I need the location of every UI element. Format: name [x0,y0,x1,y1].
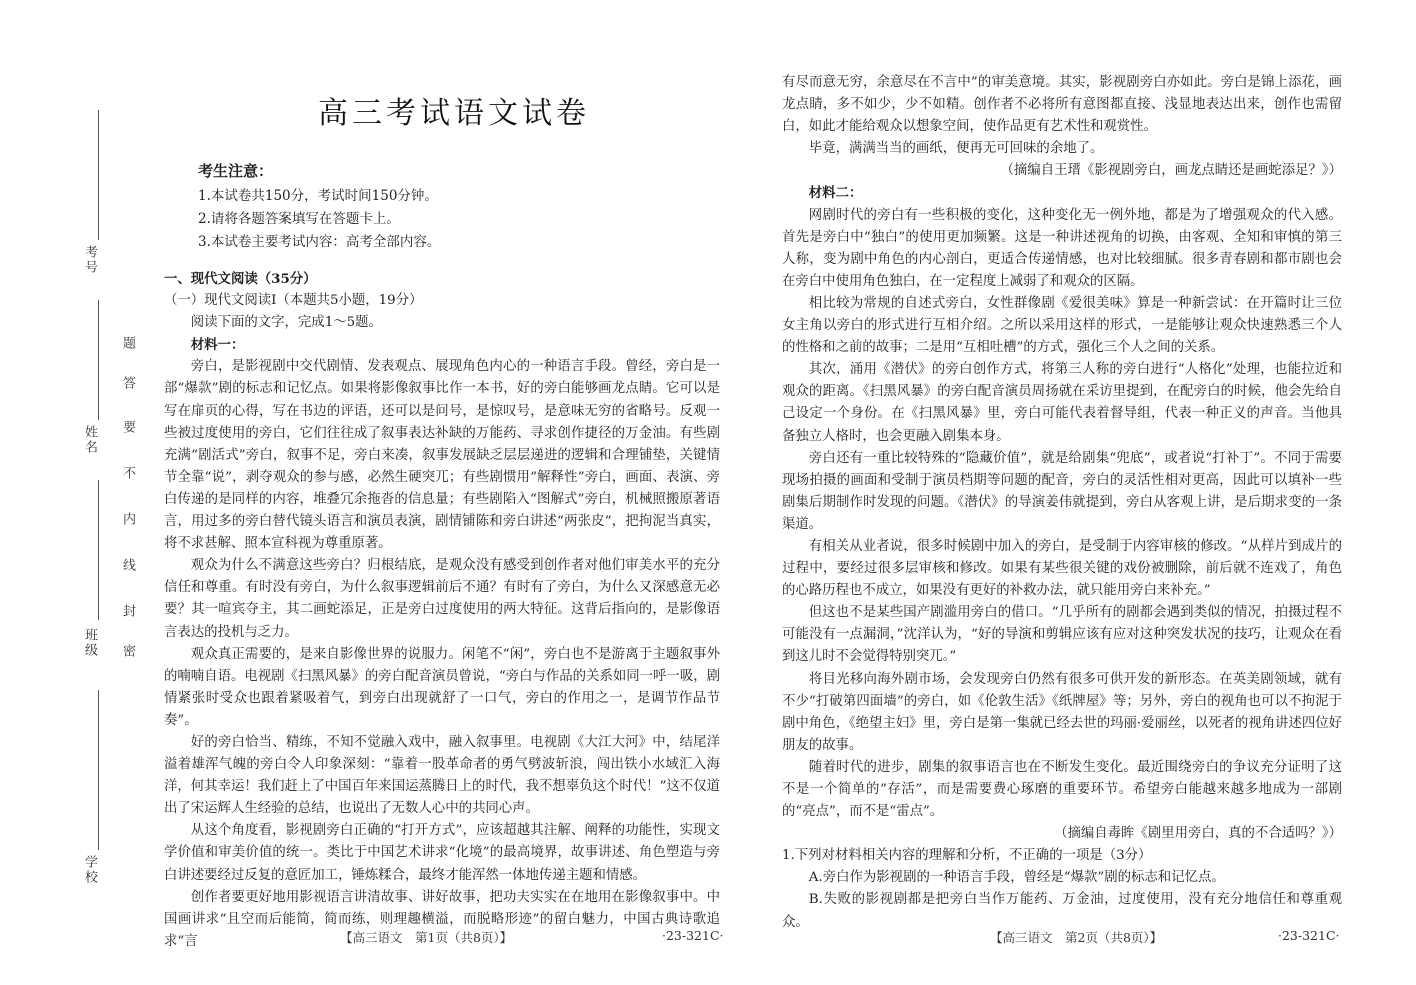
instruction: 阅读下面的文字，完成1～5题。 [190,315,382,331]
paragraph: 旁白，是影视剧中交代剧情、发表观点、展现角色内心的一种语言手段。曾经，旁白是一部“爆款”剧的标志和记忆点。如果将影像叙事比作一本书，好的旁白能够画龙点睛。它可以是写在扉页的心得，写在书边的评语，还可以是问号，是惊叹号，是意味无穷的省略号。反观一些被过度使用的旁白，它们往往成了叙事表达补缺的万能药、寻求创作捷径的万金油。有些剧充满“剧活式”旁白，叙事不足，旁白来凑，叙事发展缺乏层层递进的逻辑和合理铺垫，关键情节全靠“说”，剥夺观众的参与感，必然生硬突兀；有些剧惯用“解释性”旁白，画面、表演、旁白传递的是同样的内容，堆叠冗余拖沓的信息量；有些剧陷入“图解式”旁白，机械照搬原著语言，用过多的旁白替代镜头语言和演员表演，剧情铺陈和旁白讲述“两张皮”，把拘泥当真实，将不求甚解、照本宣科视为尊重原著。 [164,359,720,552]
exam-number-line[interactable] [98,110,99,240]
paragraph: 将目光移向海外剧市场，会发现旁白仍然有很多可供开发的新形态。在英美剧领域，就有不少“打破第四面墙”的旁白，如《伦敦生活》《纸牌屋》等；另外，旁白的视角也可以不拘泥于剧中角色，《绝望主妇》里，旁白是第一集就已经去世的玛丽·爱丽丝，以死者的视角讲述四位好朋友的故事。 [782,671,1342,753]
paragraph: 旁白还有一重比较特殊的“隐藏价值”，就是给剧集“兜底”，或者说“打补丁”。不同于需要现场拍摄的画面和受制于演员档期等问题的配音，旁白的灵活性相对更高，因此可以填补一些剧集后期制作时发现的问题。《潜伏》的导演姜伟就提到，旁白从客观上讲，是后期求变的一条渠道。 [782,450,1342,532]
exam-page-2 [780,0,1355,985]
page-footer-right: ·23-321C· [662,928,724,943]
question-1-option-b: B.失败的影视剧都是把旁白当作万能药、万金油，过度使用，没有充分地信任和尊重观众。 [782,892,1342,930]
name-label: 姓名 [82,425,97,455]
page2-body [782,72,1342,934]
exam-page-1 [150,0,730,985]
paragraph: 但这也不是某些国产剧滥用旁白的借口。“几乎所有的剧都会遇到类似的情况，拍摄过程不可能没有一点漏洞，”沈洋认为，“好的导演和剪辑应该有应对这种突发状况的技巧，让观众在看到这儿时不会觉得特别突兀。” [782,605,1342,665]
page-footer-left: 【高三语文 第1页（共8页）】 [340,930,513,945]
seal-char: 线 [120,558,135,571]
section-heading: 一、现代文阅读（35分） [164,271,317,287]
paragraph: 有尽而意无穷，余意尽在不言中”的审美意境。其实，影视剧旁白亦如此。旁白是锦上添花，画龙点睛，多不如少，少不如精。创作者不必将所有意图都直接、浅显地表达出来，创作也需留白，如此才能给观众以想象空间，使作品更有艺术性和观赏性。 [782,75,1342,135]
page1-body [164,268,720,953]
paragraph: 其次，涌用《潜伏》的旁白创作方式，将第三人称的旁白进行“人格化”处理，也能拉近和观众的距离。《扫黑风暴》的旁白配音演员周扬就在采访里提到，在配旁白的时候，他会先给自己设定一个身份。在《扫黑风暴》里，旁白可能代表着督导组，代表一种正义的声音。当他具备独立人格时，也会更融入剧集本身。 [782,362,1342,444]
source-citation: （摘编自王瑨《影视剧旁白，画龙点睛还是画蛇添足？》） [1000,163,1342,179]
seal-char: 答 [120,376,135,389]
binding-margin [0,0,150,985]
seal-char: 不 [120,466,135,479]
notice-item: 2.请将各题答案填写在答题卡上。 [198,211,400,227]
notice-item: 3.本试卷主要考试内容：高考全部内容。 [198,234,441,250]
seal-char: 内 [120,512,135,525]
notice-title: 考生注意： [198,162,274,180]
paragraph: 毕竟，满满当当的画纸，便再无可回味的余地了。 [808,141,1104,157]
class-label: 班级 [82,628,97,658]
seal-char: 封 [120,604,135,617]
paragraph: 有相关从业者说，很多时候剧中加入的旁白，是受制于内容审核的修改。“从样片到成片的过程中，要经过很多层审核和修改。如果有某些很关键的戏份被删除，前后就不连戏了，角色的心路历程也不成立，如果没有更好的补救办法，就只能用旁白来补充。” [782,538,1342,599]
class-line[interactable] [98,480,99,620]
exam-number-label: 考号 [82,245,97,275]
paragraph: 网剧时代的旁白有一些积极的变化，这种变化无一例外地，都是为了增强观众的代入感。首先是旁白中“独白”的使用更加频繁。这是一种讲述视角的切换，由客观、全知和审慎的第三人称，变为剧中角色的内心剖白，更适合传递情感，也对比较细腻。很多青春剧和都市剧也会在旁白中使用角色独白，在一定程度上减弱了和观众的区隔。 [782,207,1342,289]
school-line[interactable] [98,690,99,850]
page-footer-right: ·23-321C· [1278,928,1340,943]
seal-char: 密 [120,644,135,657]
exam-title: 高三考试语文试卷 [318,96,590,131]
material-1-label: 材料一： [190,337,245,354]
source-citation: （摘编自毒眸《剧里用旁白，真的不合适吗？》） [1054,826,1342,842]
school-label: 学校 [82,855,97,885]
paragraph: 观众真正需要的，是来自影像世界的说服力。闲笔不“闲”，旁白也不是游离于主题叙事外的喃喃自语。电视剧《扫黑风暴》的旁白配音演员曾说，“旁白与作品的关系如同一呼一吸，剧情紧张时受众也跟着紧吸着气，到旁白出现就舒了一口气，旁白的作用之一，是调节作品节奏”。 [164,646,720,728]
seal-char: 题 [120,336,135,349]
paragraph: 创作者要更好地用影视语言讲清故事、讲好故事，把功夫实实在在地用在影像叙事中。中国画讲求“且空而后能简，简而练，则理趣横溢，而脱略形迹”的留白魅力，中国古典诗歌追求“言 [164,889,720,949]
name-line[interactable] [98,300,99,420]
paragraph: 观众为什么不满意这些旁白？归根结底，是观众没有感受到创作者对他们审美水平的充分信任和尊重。有时没有旁白，为什么叙事逻辑前后不通？有时有了旁白，为什么又深感意无必要？其一喧宾夺主，其二画蛇添足，正是旁白过度使用的两大特征。这背后指向的，是影像语言表达的投机与乏力。 [164,558,720,640]
subsection-heading: （一）现代文阅读Ⅰ（本题共5小题，19分） [164,293,423,309]
question-1: 1.下列对材料相关内容的理解和分析，不正确的一项是（3分） [782,848,1152,864]
paragraph: 从这个角度看，影视剧旁白正确的“打开方式”，应该超越其注解、阐释的功能性，实现文学价值和审美价值的统一。类比于中国艺术讲求“化境”的最高境界，故事讲述、角色塑造与旁白讲述要经过反复的意匠加工，锤炼糅合，最终才能浑然一体地传递主题和情感。 [164,823,720,883]
question-1-option-a: A.旁白作为影视剧的一种语言手段，曾经是“爆款”剧的标志和记忆点。 [808,870,1225,886]
material-2-label: 材料二： [808,185,863,202]
paragraph: 好的旁白恰当、精练，不知不觉融入戏中，融入叙事里。电视剧《大江大河》中，结尾洋溢着雄浑气魄的旁白令人印象深刻：“靠着一股革命者的勇气劈波斩浪，闯出铁小水域汇入海洋，何其幸运！我们赶上了中国百年来国运蒸腾日上的时代，我不想辜负这个时代！”这不仅道出了宋运辉人生经验的总结，也说出了无数人心中的共同心声。 [164,734,720,817]
notice-item: 1.本试卷共150分，考试时间150分钟。 [198,188,438,204]
seal-char: 要 [120,420,135,433]
paragraph: 相比较为常规的自述式旁白，女性群像剧《爱很美味》算是一种新尝试：在开篇时让三位女主角以旁白的形式进行互相介绍。之所以采用这样的形式，一是能够让观众快速熟悉三个人的性格和之前的故事；二是用“互相吐槽”的方式，强化三个人之间的关系。 [782,295,1342,356]
paragraph: 随着时代的进步，剧集的叙事语言也在不断发生变化。最近围绕旁白的争议充分证明了这不是一个简单的“存活”，而是需要费心琢磨的重要环节。希望旁白能越来越多地成为一部剧的“亮点”，而不是“雷点”。 [782,759,1342,820]
page-footer-left: 【高三语文 第2页（共8页）】 [990,930,1163,945]
